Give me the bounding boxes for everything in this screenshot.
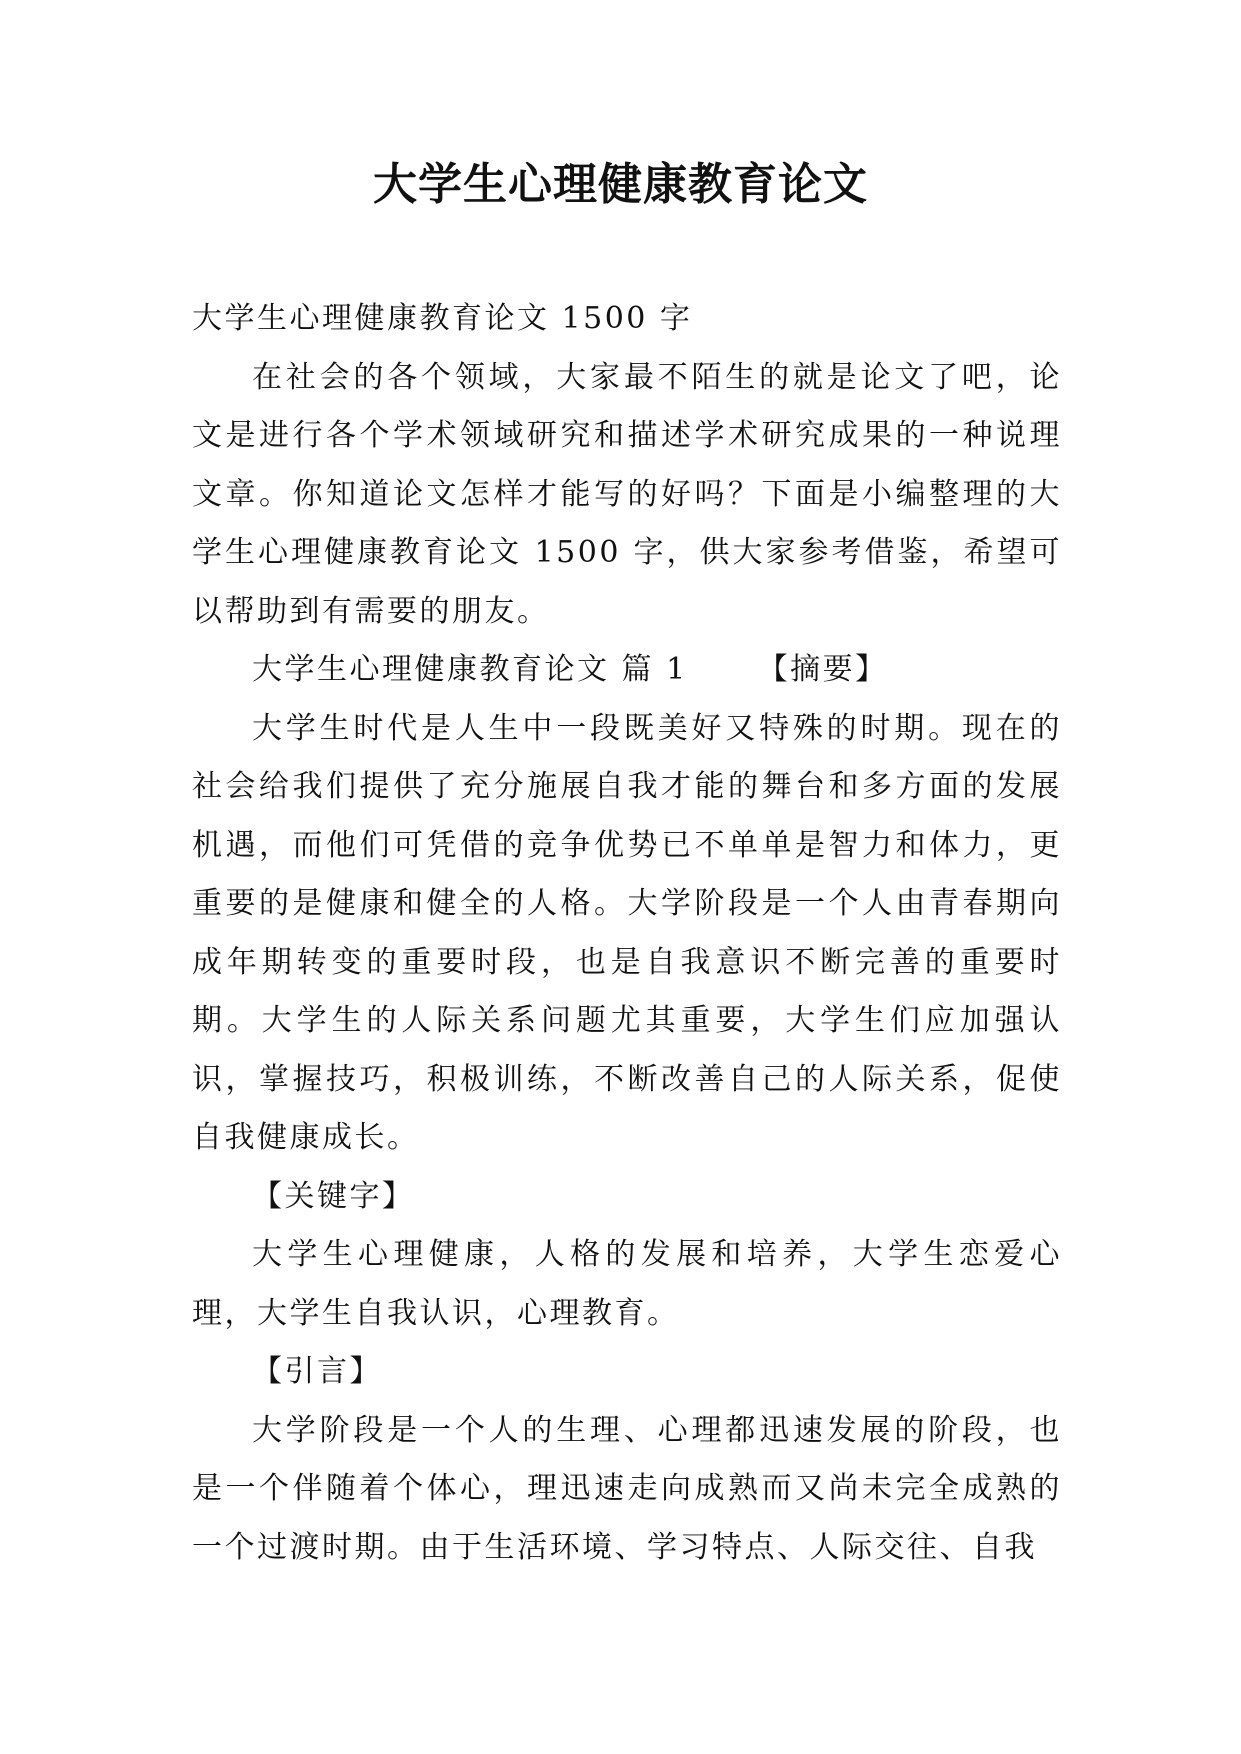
introduction-paragraph: 大学阶段是一个人的生理、心理都迅速发展的阶段，也是一个伴随着个体心，理迅速走向成熟而又尚未完全成熟的一个过渡时期。由于生活环境、学习特点、人际交往、自我 (192, 1412, 1062, 1565)
document-title: 大学生心理健康教育论文 (373, 159, 868, 210)
keywords-label: 【关键字】 (252, 1178, 415, 1214)
document-body (192, 290, 1062, 1577)
keywords-paragraph: 大学生心理健康，人格的发展和培养，大学生恋爱心理，大学生自我认识，心理教育。 (192, 1237, 1062, 1331)
document-subtitle: 大学生心理健康教育论文 1500 字 (192, 301, 693, 336)
abstract-label: 【摘要】 (757, 652, 888, 687)
section-heading: 大学生心理健康教育论文 篇 1 (252, 652, 688, 687)
section-heading-line (192, 641, 1062, 700)
abstract-paragraph: 大学生时代是人生中一段既美好又特殊的时期。现在的社会给我们提供了充分施展自我才能的舞台和多方面的发展机遇，而他们可凭借的竞争优势已不单单是智力和体力，更重要的是健康和健全的人格。大学阶段是一个人由青春期向成年期转变的重要时段，也是自我意识不断完善的重要时期。大学生的人际关系问题尤其重要，大学生们应加强认识，掌握技巧，积极训练，不断改善自己的人际关系，促使自我健康成长。 (192, 710, 1062, 1155)
intro-paragraph: 在社会的各个领域，大家最不陌生的就是论文了吧，论文是进行各个学术领域研究和描述学术研究成果的一种说理文章。你知道论文怎样才能写的好吗？下面是小编整理的大学生心理健康教育论文 1500 字，供大家参考借鉴，希望可以帮助到有需要的朋友。 (192, 359, 1062, 629)
introduction-label: 【引言】 (252, 1354, 382, 1389)
